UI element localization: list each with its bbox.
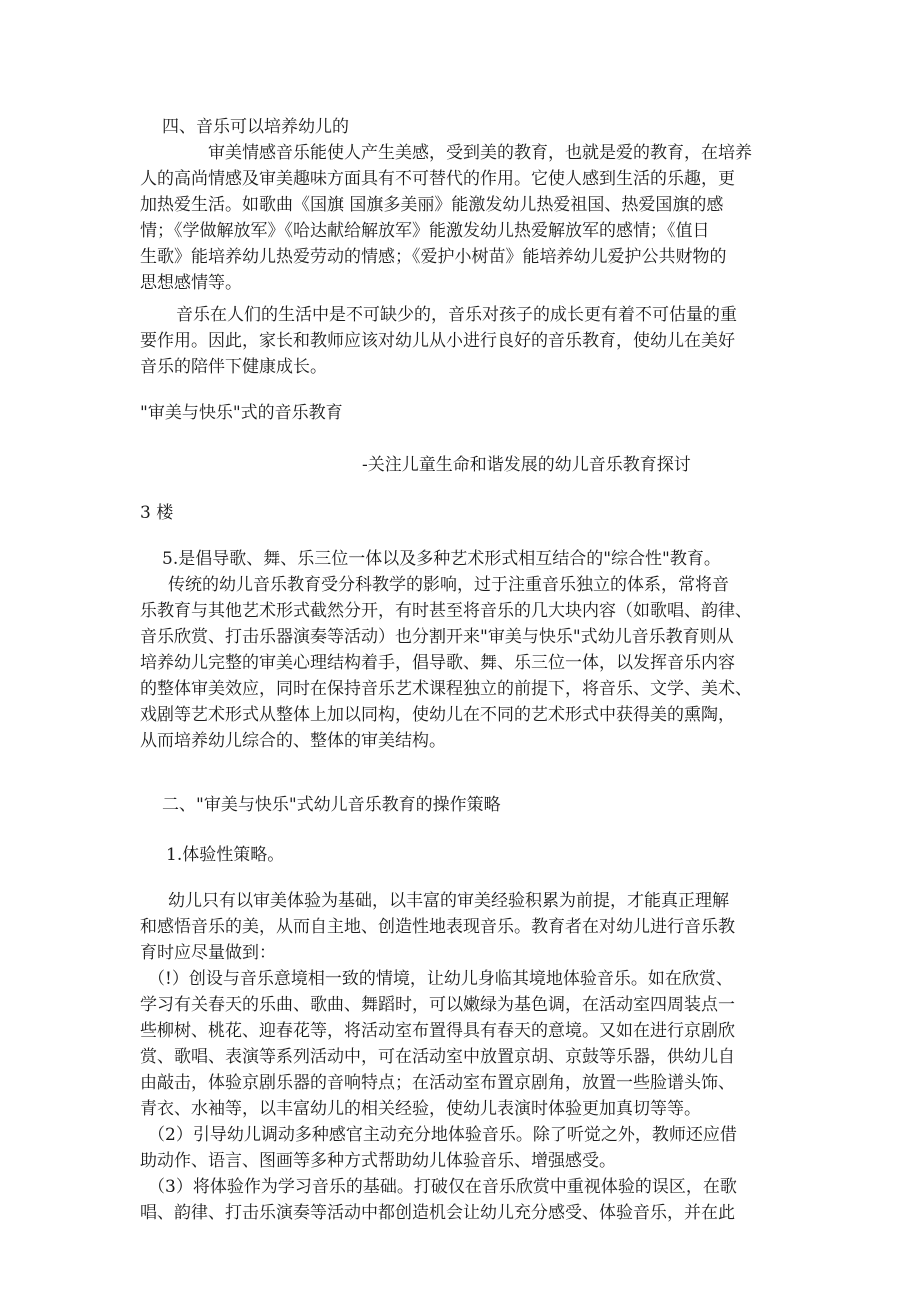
- section-4-paragraph-1: 审美情感音乐能使人产生美感，受到美的教育，也就是爱的教育，在培养 人的高尚情感及审美趣味方面具有不可替代的作用。它使人感到生活的乐趣，更 加热爱生活。如歌曲《国旗 国旗多美丽》能激发幼儿热爱祖国、热爱国旗的感 情；《学做解放军》《哈达献给解放军》能激发幼儿热爱解放军的感情；《值日 生歌》能培养幼儿热爱劳动的情感；《爱护小树苗》能培养幼儿爱护公共财物的 思想感情等。: [140, 143, 752, 293]
- article-subtitle: -关注儿童生命和谐发展的幼儿音乐教育探讨: [362, 455, 691, 475]
- strategy-item-3: （3）将体验作为学习音乐的基础。打破仅在音乐欣赏中重视体验的误区，在歌 唱、韵律、打击乐演奏等活动中都创造机会让幼儿充分感受、体验音乐，并在此: [140, 1177, 737, 1223]
- floor-label: 3 楼: [140, 503, 174, 523]
- strategy-1-heading: 1.体验性策略。: [166, 845, 285, 865]
- strategy-item-1: （!）创设与音乐意境相一致的情境，让幼儿身临其境地体验音乐。如在欣赏、 学习有关春天的乐曲、歌曲、舞蹈时，可以嫩绿为基色调，在活动室四周装点一 些柳树、桃花、迎春花等，将活动室布置得具有春天的意境。又如在进行京剧欣 赏、歌唱、表演等系列活动中，可在活动室中放置京胡、京鼓等乐器，供幼儿自 由敲击，体验京剧乐器的音响特点；在活动室布置京剧角，放置一些脸谱头饰、 青衣、水袖等，以丰富幼儿的相关经验，使幼儿表演时体验更加真切等等。: [140, 969, 735, 1119]
- strategy-item-2: （2）引导幼儿调动多种感官主动充分地体验音乐。除了听觉之外，教师还应借 助动作、语言、图画等多种方式帮助幼儿体验音乐、增强感受。: [140, 1125, 737, 1171]
- strategy-1-intro: 幼儿只有以审美体验为基础，以丰富的审美经验积累为前提，才能真正理解 和感悟音乐的美，从而自主地、创造性地表现音乐。教育者在对幼儿进行音乐教 育时应尽量做到：: [140, 891, 735, 963]
- section-4-heading: 四、音乐可以培养幼儿的: [162, 117, 349, 137]
- point-5-body: 传统的幼儿音乐教育受分科教学的影响，过于注重音乐独立的体系，常将音 乐教育与其他艺术形式截然分开，有时甚至将音乐的几大块内容（如歌唱、韵律、 音乐欣赏、打击乐器演奏等活动）也分割开来"审美与快乐"式幼儿音乐教育则从 培养幼儿完整的审美心理结构着手，倡导歌、舞、乐三位一体，以发挥音乐内容 的整体审美效应，同时在保持音乐艺术课程独立的前提下，将音乐、文学、美术、 戏剧等艺术形式从整体上加以同构，使幼儿在不同的艺术形式中获得美的熏陶， 从而培养幼儿综合的、整体的审美结构。: [140, 575, 752, 751]
- section-2-heading: 二、"审美与快乐"式幼儿音乐教育的操作策略: [162, 795, 501, 815]
- article-title: "审美与快乐"式的音乐教育: [140, 403, 343, 423]
- point-5-heading: 5.是倡导歌、舞、乐三位一体以及多种艺术形式相互结合的"综合性"教育。: [162, 549, 721, 569]
- section-4-paragraph-2: 音乐在人们的生活中是不可缺少的，音乐对孩子的成长更有着不可估量的重 要作用。因此，家长和教师应该对幼儿从小进行良好的音乐教育，使幼儿在美好 音乐的陪伴下健康成长。: [140, 305, 737, 377]
